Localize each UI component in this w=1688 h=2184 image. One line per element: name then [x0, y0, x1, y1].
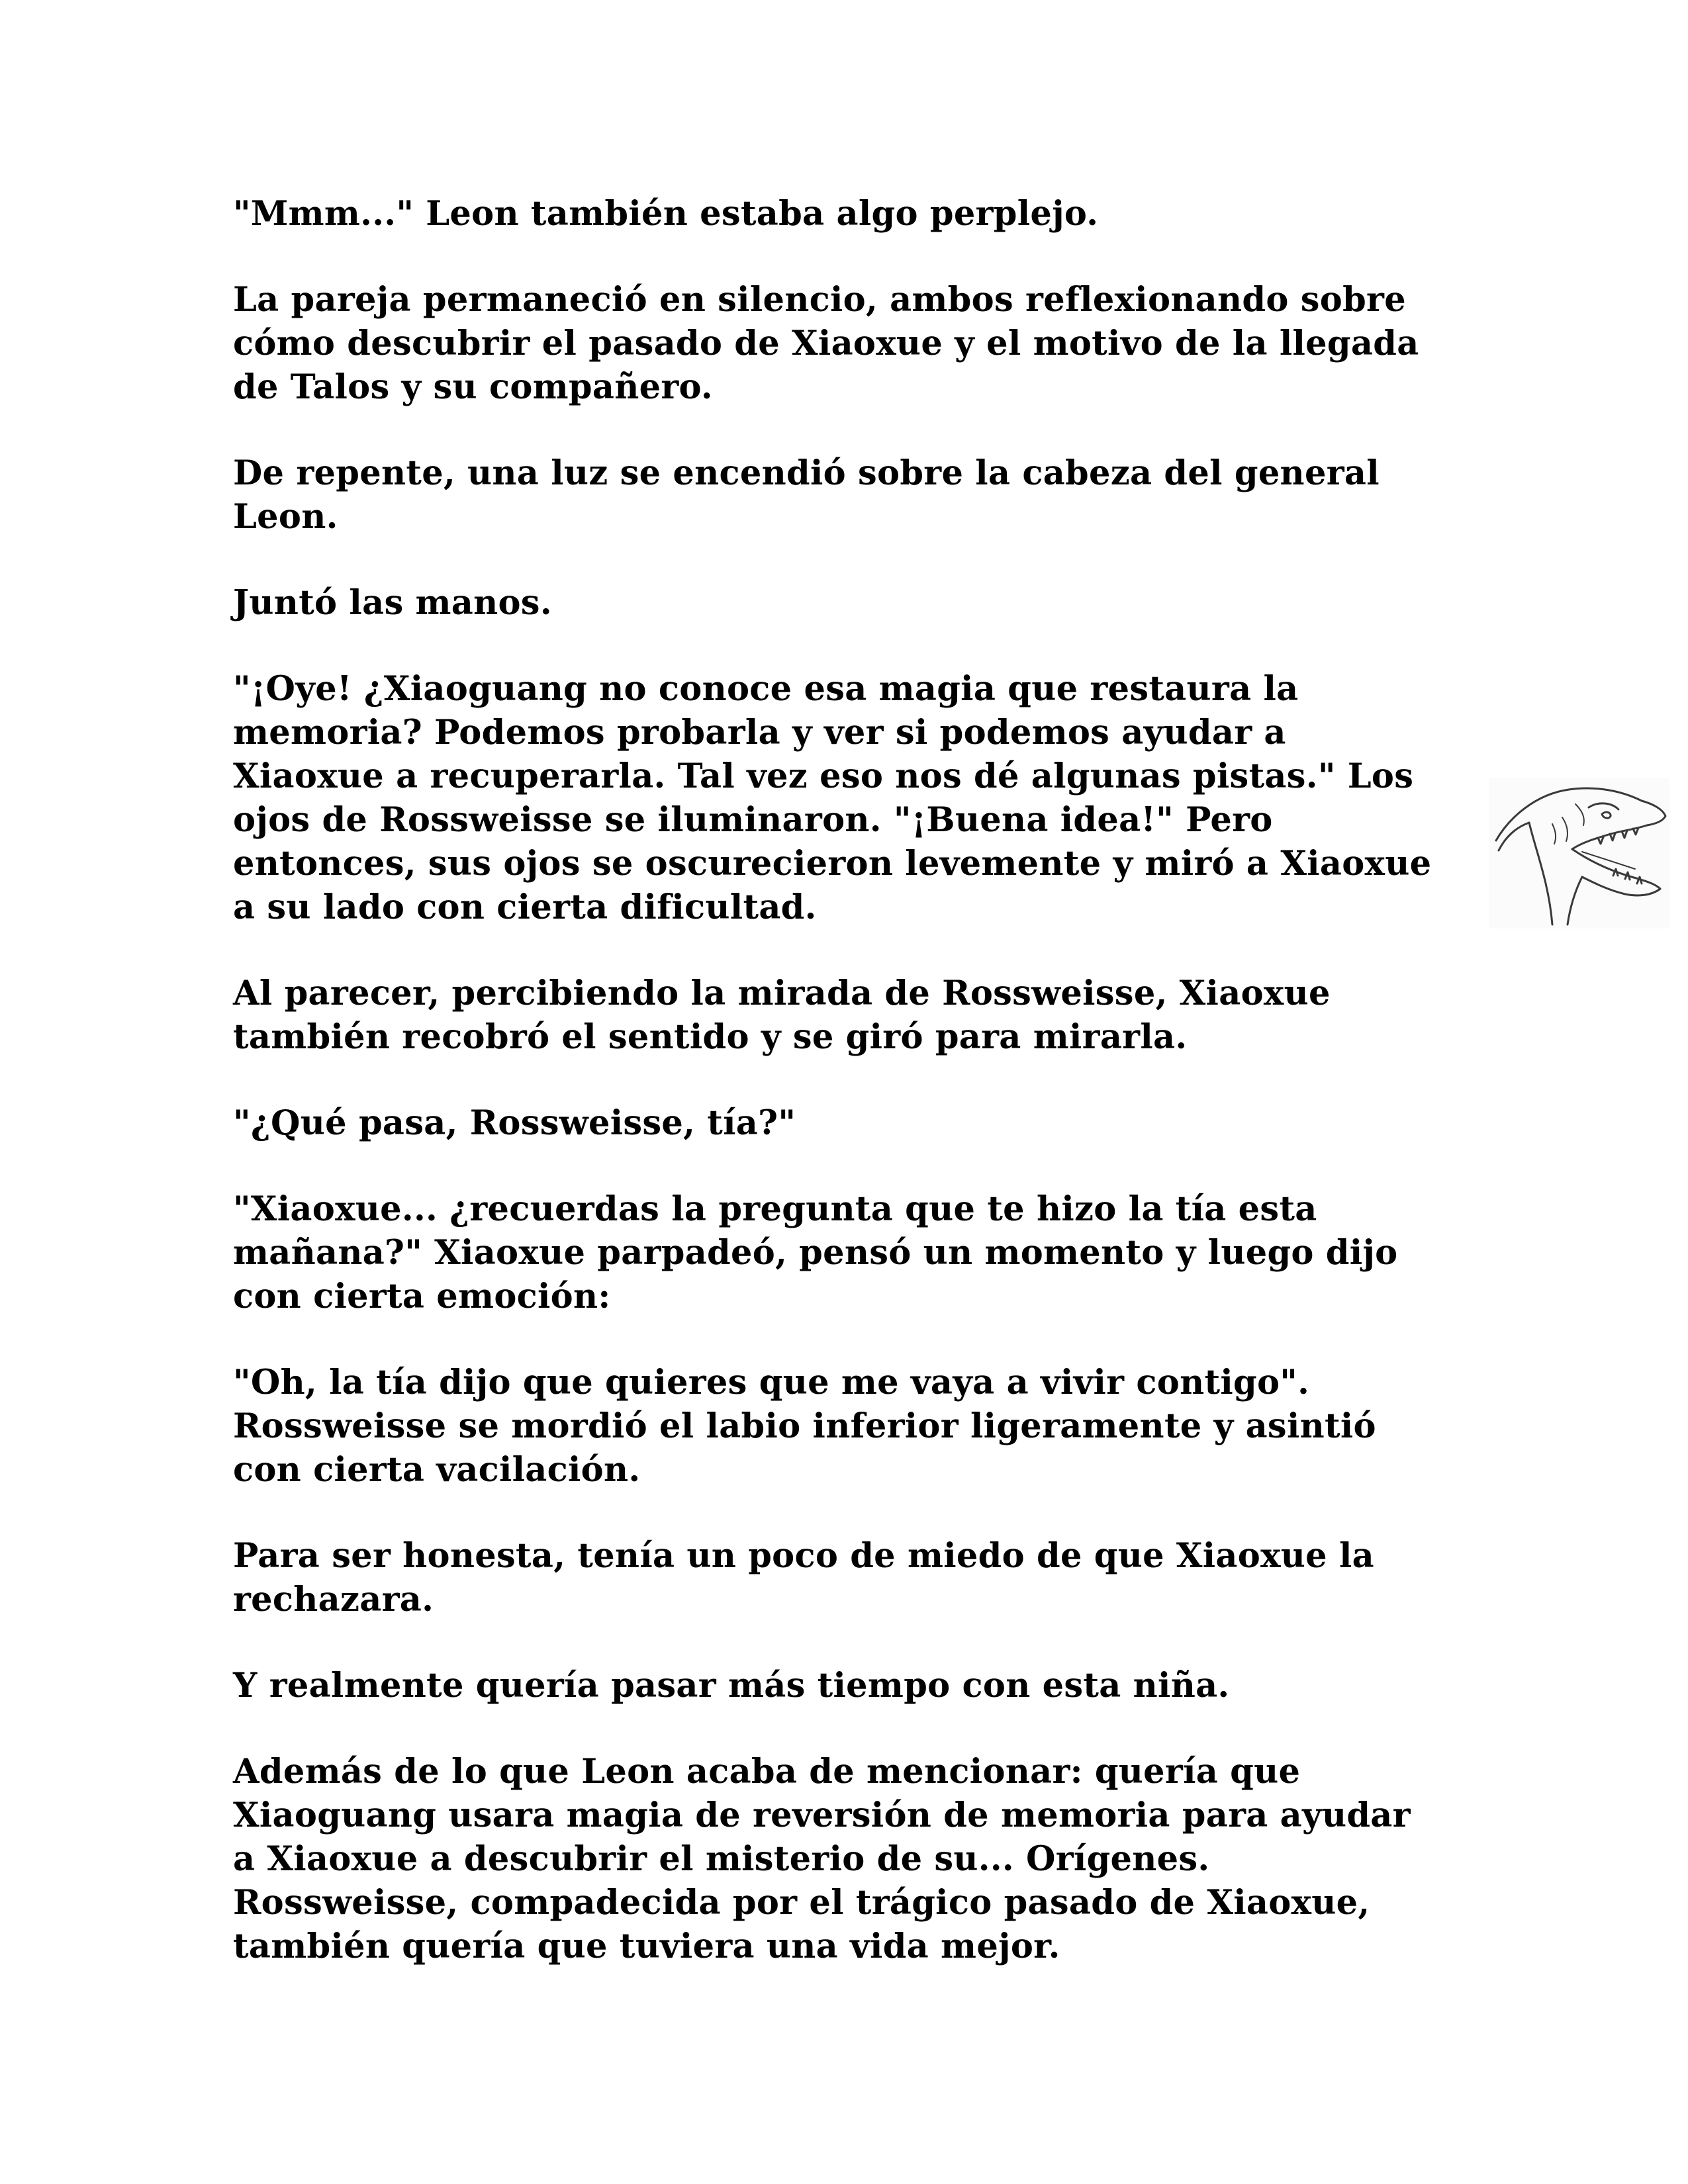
paragraph: [233, 1187, 1451, 1318]
paragraph: [233, 192, 1451, 236]
text-line: cómo descubrir el pasado de Xiaoxue y el motivo de la llegada: [233, 324, 1419, 363]
text-line: con cierta emoción:: [233, 1277, 611, 1316]
text-line: Juntó las manos.: [233, 583, 552, 623]
text-line: "¡Oye! ¿Xiaoguang no conoce esa magia que restaura la: [233, 669, 1299, 709]
text-line: "Xiaoxue... ¿recuerdas la pregunta que te hizo la tía esta: [233, 1189, 1317, 1229]
text-line: Además de lo que Leon acaba de mencionar: quería que: [233, 1752, 1301, 1792]
paragraph: [233, 1101, 1451, 1145]
text-line: Rossweisse, compadecida por el trágico pasado de Xiaoxue,: [233, 1883, 1370, 1923]
text-line: a Xiaoxue a descubrir el misterio de su... Orígenes.: [233, 1839, 1210, 1879]
paragraph: [233, 451, 1451, 539]
text-line: Xiaoguang usara magia de reversión de memoria para ayudar: [233, 1796, 1411, 1835]
text-line: "¿Qué pasa, Rossweisse, tía?": [233, 1103, 796, 1143]
text-line: a su lado con cierta dificultad.: [233, 887, 817, 927]
paragraph: [233, 667, 1451, 929]
text-line: Leon.: [233, 497, 338, 537]
paragraph: [233, 972, 1451, 1059]
paragraph: [233, 1750, 1451, 1968]
dinosaur-head-sketch-icon: [1489, 778, 1669, 929]
text-line: De repente, una luz se encendió sobre la cabeza del general: [233, 453, 1380, 493]
text-line: rechazara.: [233, 1580, 434, 1619]
paragraph: [233, 581, 1451, 625]
paragraph: [233, 1664, 1451, 1707]
text-line: memoria? Podemos probarla y ver si podemos ayudar a: [233, 713, 1286, 752]
text-line: La pareja permaneció en silencio, ambos reflexionando sobre: [233, 280, 1406, 320]
text-line: con cierta vacilación.: [233, 1450, 641, 1490]
text-line: ojos de Rossweisse se iluminaron. "¡Buena idea!" Pero: [233, 800, 1273, 840]
text-line: entonces, sus ojos se oscurecieron levemente y miró a Xiaoxue: [233, 844, 1432, 884]
text-line: Xiaoxue a recuperarla. Tal vez eso nos dé algunas pistas." Los: [233, 756, 1414, 796]
text-line: también recobró el sentido y se giró para mirarla.: [233, 1017, 1188, 1057]
text-line: Y realmente quería pasar más tiempo con esta niña.: [233, 1666, 1230, 1706]
text-line: "Oh, la tía dijo que quieres que me vaya a vivir contigo".: [233, 1363, 1310, 1402]
body-text: [233, 192, 1451, 2011]
text-line: Para ser honesta, tenía un poco de miedo de que Xiaoxue la: [233, 1536, 1375, 1576]
text-line: mañana?" Xiaoxue parpadeó, pensó un momento y luego dijo: [233, 1233, 1398, 1273]
paragraph: [233, 1534, 1451, 1621]
text-line: Al parecer, percibiendo la mirada de Rossweisse, Xiaoxue: [233, 974, 1331, 1013]
text-line: también quería que tuviera una vida mejor.: [233, 1927, 1060, 1966]
paragraph: [233, 278, 1451, 409]
text-line: de Talos y su compañero.: [233, 367, 713, 407]
text-line: "Mmm..." Leon también estaba algo perplejo.: [233, 194, 1099, 234]
paragraph: [233, 1361, 1451, 1492]
text-line: Rossweisse se mordió el labio inferior ligeramente y asintió: [233, 1406, 1376, 1446]
